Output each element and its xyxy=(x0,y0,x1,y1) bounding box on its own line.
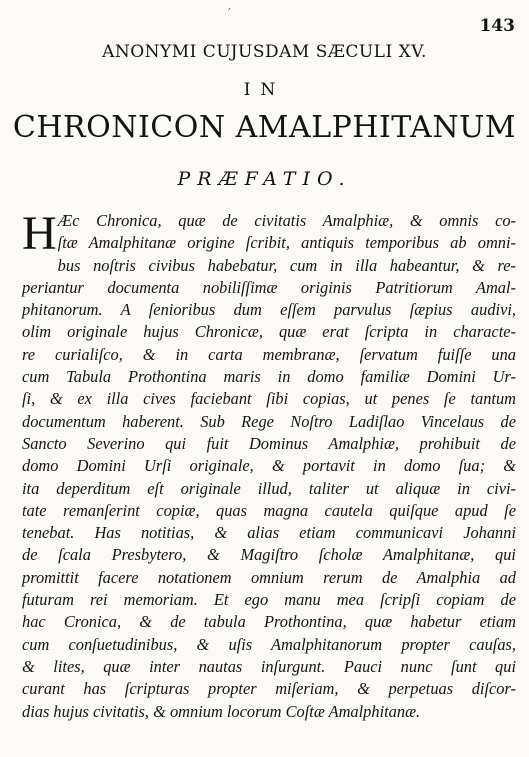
text-line: promittit facere notationem omnium rerum de Amalphia ad xyxy=(22,567,516,587)
text-line: ſi, & ex illa cives faciebant ſibi copias, ut penes ſe tantum xyxy=(22,389,516,409)
text-line: olim originale hujus Chronicæ, quæ erat ſcripta in characte- xyxy=(22,322,516,342)
text-line: tate remanſerint copiæ, quas magna cautela quiſque apud ſe xyxy=(22,500,516,520)
text-line: periantur documenta nobiliſſimæ originis Patritiorum Amal- xyxy=(22,277,516,297)
text-line: ita deperditum eſt originale illud, taliter ut aliquæ in civi- xyxy=(22,478,516,498)
text-line: bus noſtris civibus habebatur, cum in illa habeantur, & re- xyxy=(57,255,516,275)
text-line: phitanorum. A ſenioribus dum eſſem parvulus ſæpius audivi, xyxy=(22,300,516,320)
page-title: CHRONICON AMALPHITANUM xyxy=(12,110,517,145)
text-line: dias hujus civitatis, & omnium locorum Coſtæ Amalphitanæ. xyxy=(22,701,421,721)
header-author-line: ANONYMI CUJUSDAM SÆCULI XV. xyxy=(102,42,427,62)
header-in-line: IN xyxy=(243,80,286,100)
text-line: Æc Chronica, quæ de civitatis Amalphiæ, & omnis co- xyxy=(57,211,516,230)
text-line: ſtæ Amalphitanæ origine ſcribit, antiquis temporibus ab omni- xyxy=(57,233,516,253)
margin-mark: ′ xyxy=(228,6,231,20)
drop-cap: H xyxy=(22,207,57,260)
text-line: re curialiſco, & in carta membranæ, ſervatum fuiſſe una xyxy=(22,344,516,364)
text-line: cum Tabula Prothontina maris in domo familiæ Domini Ur- xyxy=(22,367,516,387)
text-line: tenebat. Has notitias, & alias etiam communicavi Johanni xyxy=(22,523,516,543)
text-line: & lites, quæ inter nautas inſurgunt. Pauci nunc ſunt qui xyxy=(22,656,516,676)
text-line: futuram rei memoriam. Et ego manu mea ſcripſi copiam de xyxy=(22,590,516,610)
text-line: hac Cronica, & de tabula Prothontina, quæ habetur etiam xyxy=(22,612,516,632)
preface-body xyxy=(22,207,516,723)
section-title: PRÆFATIO. xyxy=(177,168,352,190)
text-line: de ſcala Presbytero, & Magiſtro ſcholæ Amalphitanæ, qui xyxy=(22,545,516,565)
text-line: Sancto Severino qui fuit Dominus Amalphiæ, prohibuit de xyxy=(22,433,516,453)
text-line: documentum haberent. Sub Rege Noſtro Ladiſlao Vincelaus de xyxy=(22,411,516,431)
text-line: curant has ſcripturas propter miſeriam, & perpetuas diſcor- xyxy=(22,679,516,699)
text-line: cum conſuetudinibus, & uſis Amalphitanorum propter cauſas, xyxy=(22,634,516,654)
page-number: 143 xyxy=(479,16,515,36)
text-line: domo Domini Urſi originale, & portavit in domo ſua; & xyxy=(22,456,516,476)
